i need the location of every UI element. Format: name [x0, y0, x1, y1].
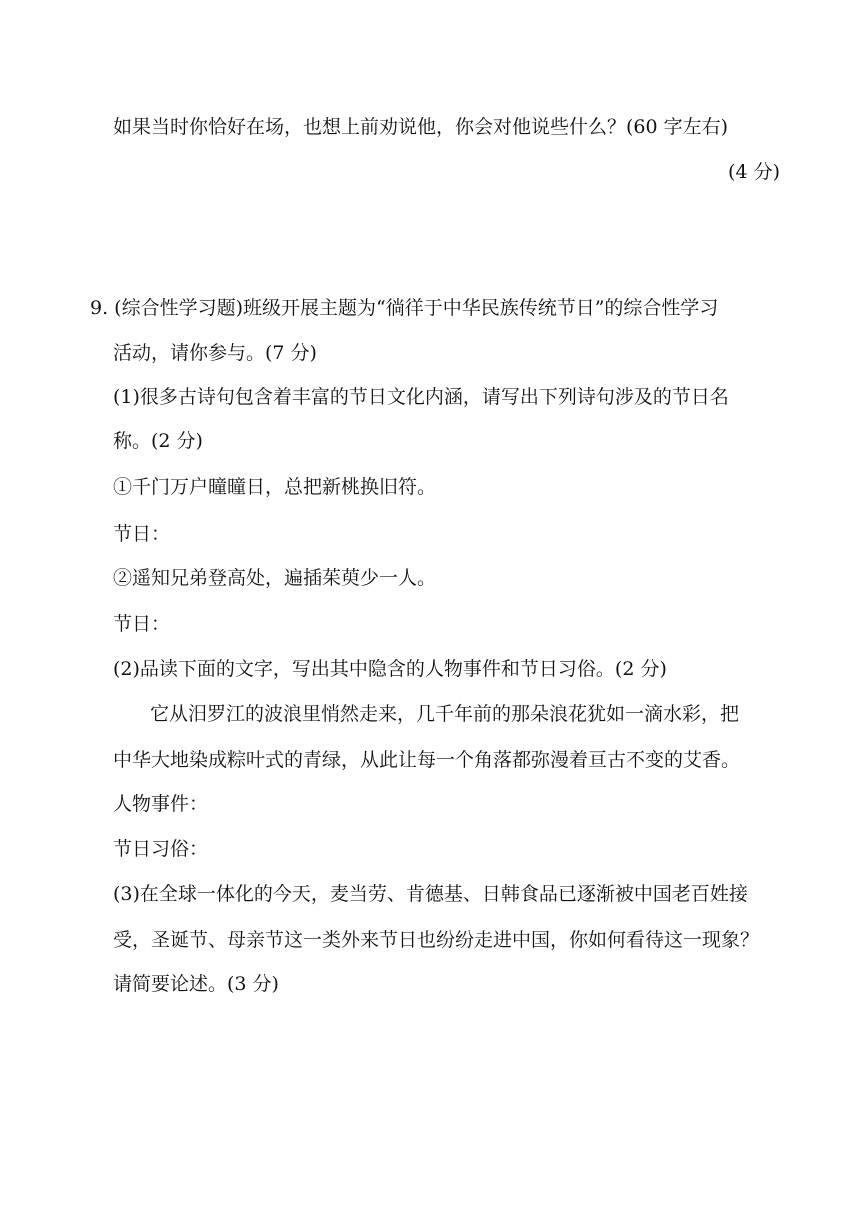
poem-line-1: ①千门万户曈曈日，总把新桃换旧符。	[113, 476, 437, 498]
part-3-prompt-line-1: (3)在全球一体化的今天，麦当劳、肯德基、日韩食品已逐渐被中国老百姓接	[113, 883, 748, 905]
prev-question-score: (4 分)	[728, 161, 780, 183]
part-3-prompt-line-3: 请简要论述。(3 分)	[113, 973, 279, 995]
part-1-prompt-line-2: 称。(2 分)	[113, 430, 203, 452]
passage-line-2: 中华大地染成粽叶式的青绿，从此让每一个角落都弥漫着亘古不变的艾香。	[113, 749, 741, 771]
festival-answer-label-1: 节日：	[113, 523, 171, 545]
poem-line-2: ②遥知兄弟登高处，遍插茱萸少一人。	[113, 567, 437, 589]
custom-answer-label: 节日习俗：	[113, 838, 209, 860]
passage-line-1: 它从汨罗江的波浪里悄然走来，几千年前的那朵浪花犹如一滴水彩，把	[150, 703, 740, 725]
prev-question-prompt: 如果当时你恰好在场，也想上前劝说他，你会对他说些什么？(60 字左右)	[113, 116, 729, 138]
festival-answer-label-2: 节日：	[113, 613, 171, 635]
part-2-prompt: (2)品读下面的文字，写出其中隐含的人物事件和节日习俗。(2 分)	[113, 658, 667, 680]
part-3-prompt-line-2: 受，圣诞节、母亲节这一类外来节日也纷纷走进中国，你如何看待这一现象？	[113, 929, 760, 951]
event-answer-label: 人物事件：	[113, 793, 209, 815]
question-9-line-1: 9. (综合性学习题)班级开展主题为“徜徉于中华民族传统节日”的综合性学习	[90, 297, 719, 319]
question-9-line-2: 活动，请你参与。(7 分)	[113, 342, 317, 364]
part-1-prompt-line-1: (1)很多古诗句包含着丰富的节日文化内涵，请写出下列诗句涉及的节日名	[113, 386, 729, 408]
